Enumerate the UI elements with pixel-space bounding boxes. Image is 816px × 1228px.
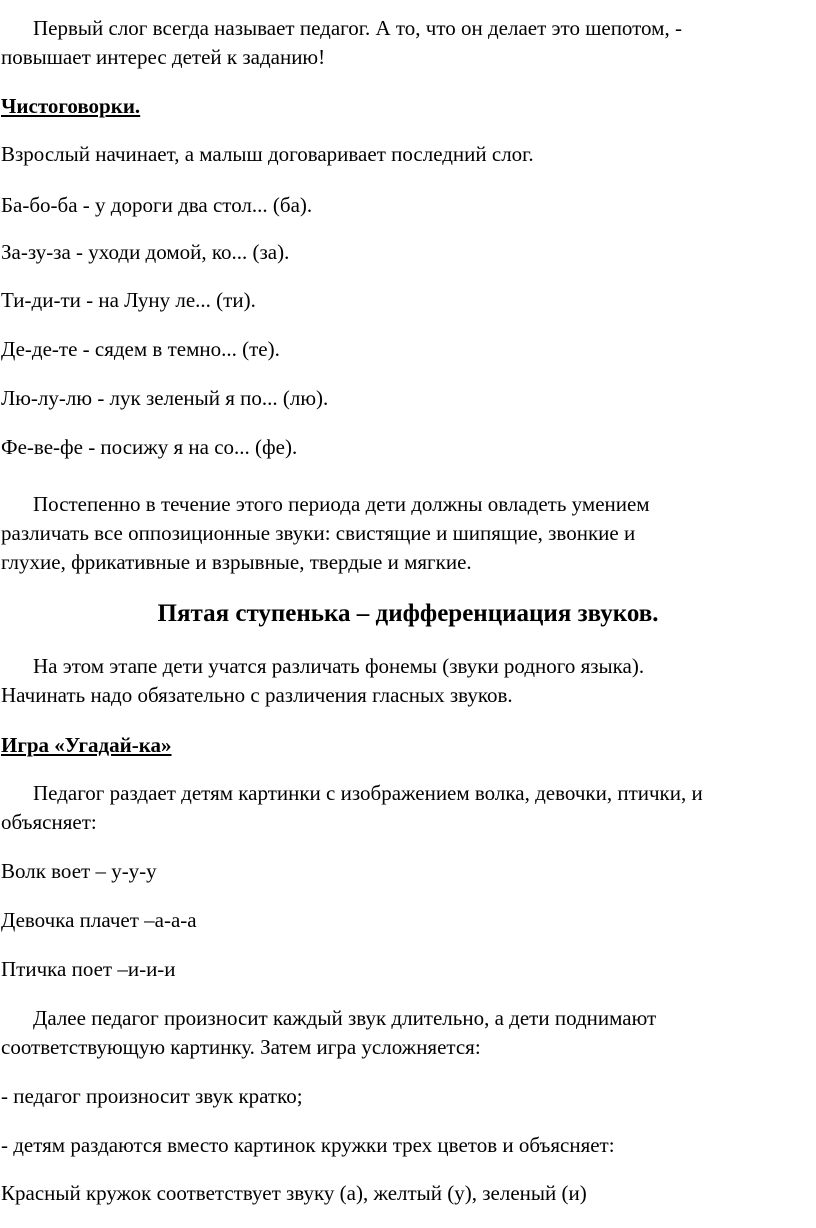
text-line: объясняет:: [1, 810, 97, 834]
tongue-twister-5: Лю-лу-лю - лук зеленый я по... (лю).: [1, 386, 329, 410]
text-line: Постепенно в течение этого периода дети должны овладеть умением: [33, 492, 650, 516]
paragraph-game-continue: [1, 1004, 813, 1062]
text-line: соответствующую картинку. Затем игра усложняется:: [1, 1035, 481, 1059]
bullet-colored-circles: - детям раздаются вместо картинок кружки трех цветов и объясняет:: [1, 1133, 615, 1157]
tongue-twister-3: Ти-ди-ти - на Луну ле... (ти).: [1, 288, 256, 312]
paragraph-intro: [1, 14, 813, 72]
tongue-twister-4: Де-де-те - сядем в темно... (те).: [1, 337, 280, 361]
tongue-twister-2: За-зу-за - уходи домой, ко... (за).: [1, 240, 290, 264]
tongue-twister-6: Фе-ве-фе - посижу я на со... (фе).: [1, 435, 298, 459]
sound-wolf: Волк воет – у-у-у: [1, 859, 157, 883]
text-line: различать все оппозиционные звуки: свистящие и шипящие, звонкие и: [1, 521, 636, 545]
text-line: Педагог раздает детям картинки с изображением волка, девочки, птички, и: [33, 781, 703, 805]
heading-game-ugadayka: Игра «Угадай-ка»: [1, 733, 172, 757]
text-line: На этом этапе дети учатся различать фонемы (звуки родного языка).: [33, 654, 645, 678]
paragraph-instruction: Взрослый начинает, а малыш договаривает последний слог.: [1, 142, 534, 166]
paragraph-phonemes: [1, 652, 813, 710]
heading-chistogovorki: Чистоговорки.: [1, 94, 141, 118]
tongue-twister-1: Ба-бо-ба - у дороги два стол... (ба).: [1, 193, 313, 217]
text-line: глухие, фрикативные и взрывные, твердые и мягкие.: [1, 550, 472, 574]
paragraph-opposition-sounds: [1, 490, 813, 577]
sound-bird: Птичка поет –и-и-и: [1, 957, 176, 981]
paragraph-game-intro: [1, 779, 813, 837]
text-line: Далее педагог произносит каждый звук длительно, а дети поднимают: [33, 1006, 657, 1030]
text-line: повышает интерес детей к заданию!: [1, 45, 326, 69]
text-line: Начинать надо обязательно с различения гласных звуков.: [1, 683, 513, 707]
bullet-short-sound: - педагог произносит звук кратко;: [1, 1084, 303, 1108]
sound-girl: Девочка плачет –а-а-а: [1, 908, 197, 932]
section-title-step-5: Пятая ступенька – дифференциация звуков.: [157, 600, 659, 627]
text-line: Первый слог всегда называет педагог. А то, что он делает это шепотом, -: [33, 16, 682, 40]
paragraph-color-mapping: Красный кружок соответствует звуку (а), желтый (у), зеленый (и): [1, 1181, 587, 1205]
